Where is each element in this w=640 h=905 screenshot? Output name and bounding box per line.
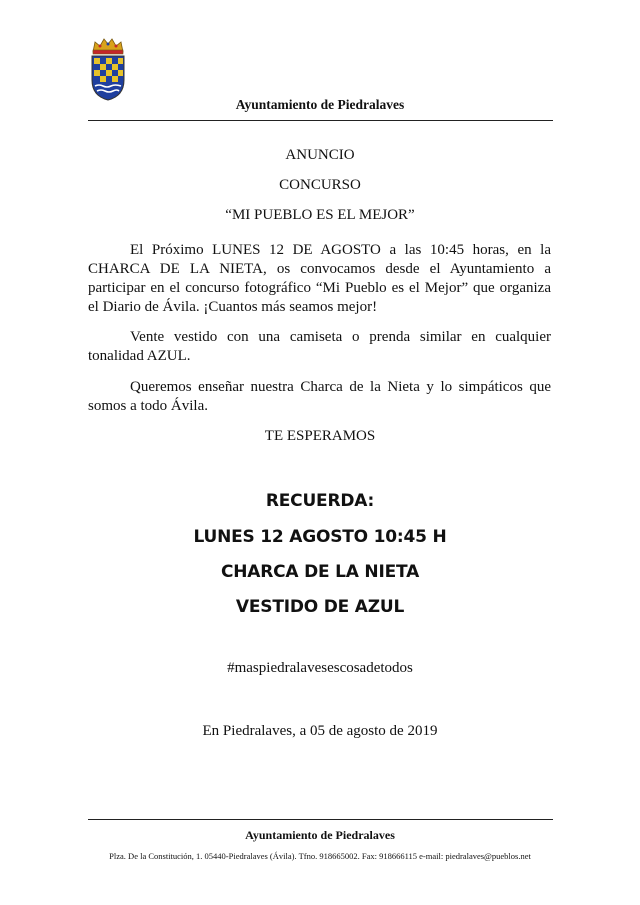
reminder-dress-code: VESTIDO DE AZUL [235,597,405,617]
announcement-paragraph: Queremos enseñar nuestra Charca de la Nieta y lo simpáticos que somos a todo Ávila. [88,379,551,414]
footer-address: Plza. De la Constitución, 1. 05440-Piedralaves (Ávila). Tfno. 918665002. Fax: 918666115 e-mail: piedralaves@pueblos.net [109,851,531,861]
announcement-label: ANUNCIO [285,147,355,163]
hashtag: #maspiedralavesescosadetodos [227,660,413,676]
reminder-title: RECUERDA: [265,491,375,511]
reminder-place: CHARCA DE LA NIETA [220,562,420,582]
announcement-paragraph: El Próximo LUNES 12 DE AGOSTO a las 10:45 horas, en la CHARCA DE LA NIETA, os convocamos desde el Ayuntamiento a participar en el concurso fotográfico “Mi Pueblo es el Mejor” que organiza el Diario de Ávila. ¡Cuantos más seamos mejor! [88,242,551,315]
place-and-date: En Piedralaves, a 05 de agosto de 2019 [202,723,438,739]
contest-category: CONCURSO [279,177,361,193]
announcement-paragraph: Vente vestido con una camiseta o prenda similar en cualquier tonalidad AZUL. [88,329,551,364]
coat-of-arms-icon [88,36,128,102]
closing-line: TE ESPERAMOS [264,428,376,444]
footer-divider [88,819,553,820]
footer-organization: Ayuntamiento de Piedralaves [245,828,395,842]
reminder-date-time: LUNES 12 AGOSTO 10:45 H [193,527,447,547]
contest-name: “MI PUEBLO ES EL MEJOR” [225,207,415,223]
header-divider [88,120,553,121]
header-organization: Ayuntamiento de Piedralaves [235,97,405,112]
